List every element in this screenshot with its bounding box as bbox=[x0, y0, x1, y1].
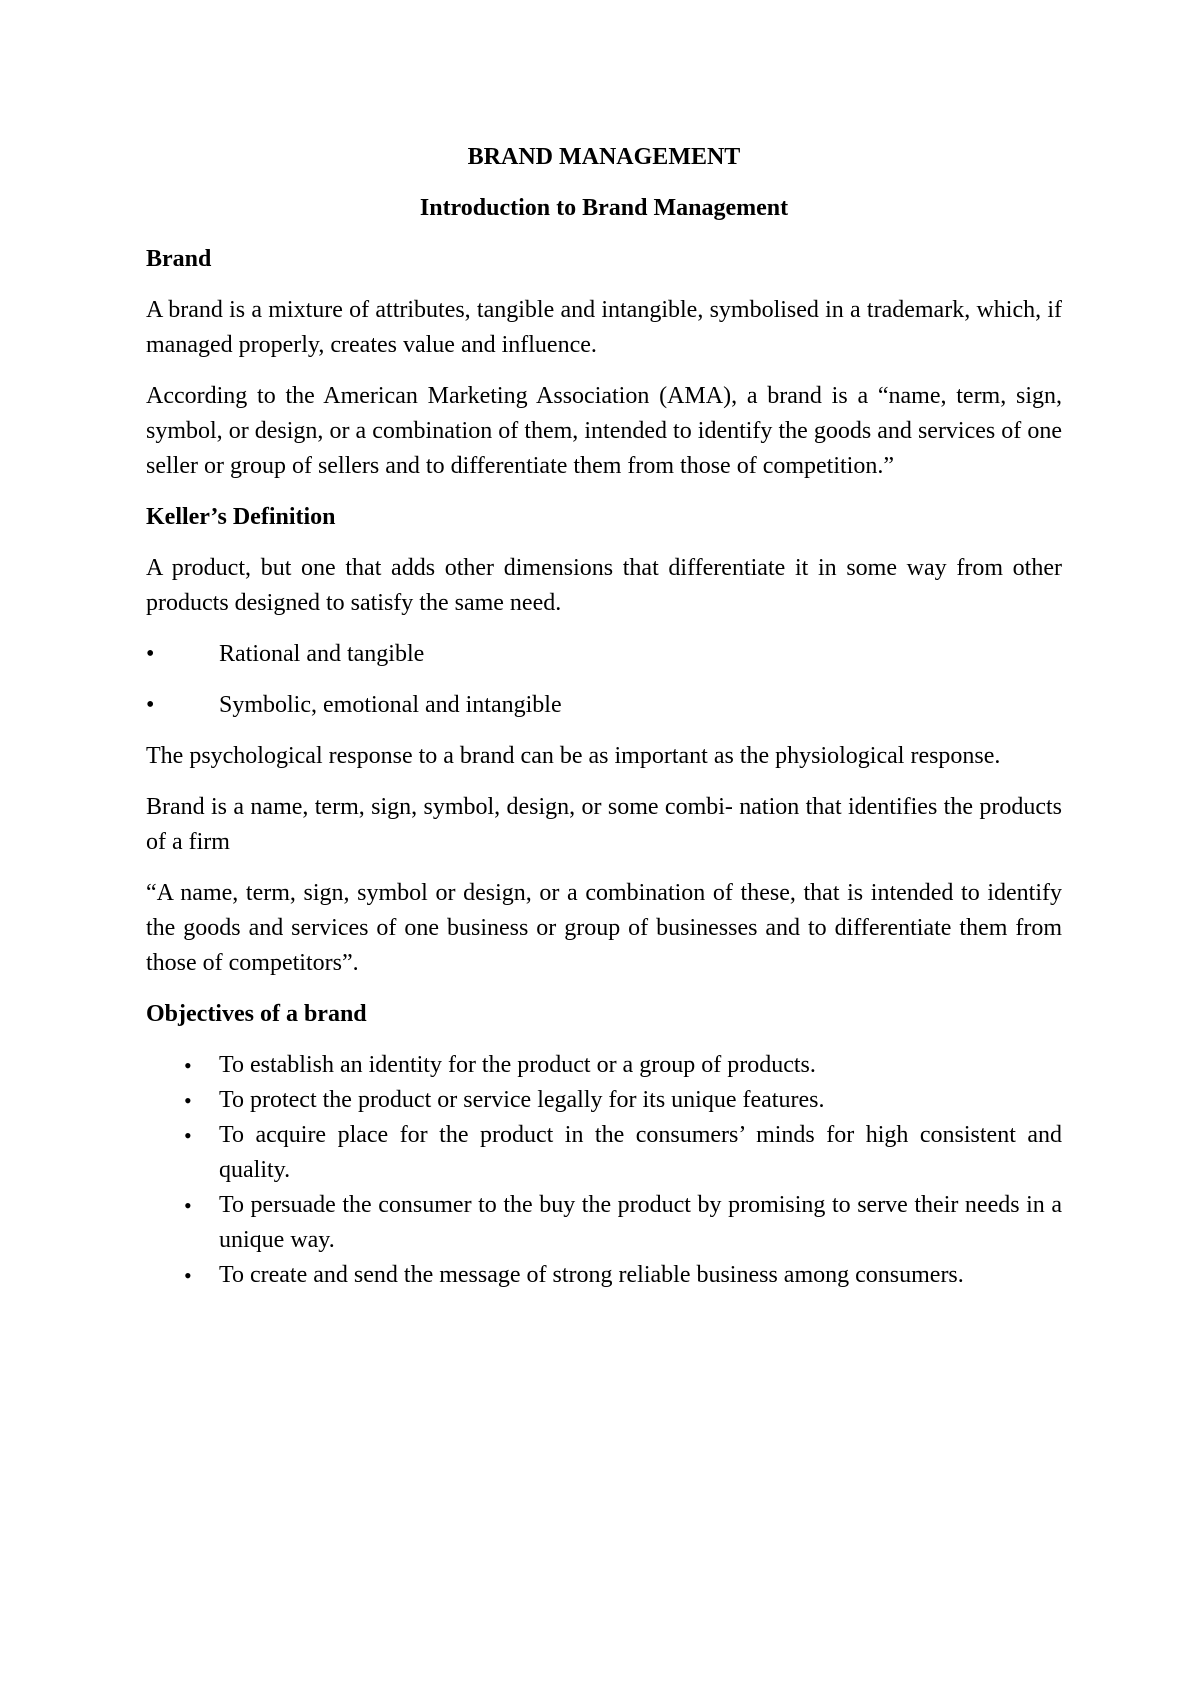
list-item bbox=[146, 1048, 1062, 1083]
bullet-icon: • bbox=[184, 1263, 192, 1288]
list-item-text: To establish an identity for the product or a group of products. bbox=[219, 1052, 816, 1078]
document-title: BRAND MANAGEMENT bbox=[467, 144, 741, 170]
list-item bbox=[146, 637, 1062, 672]
objectives-bullet-list bbox=[146, 1048, 1062, 1293]
bullet-icon: • bbox=[146, 641, 155, 667]
keller-paragraph-2: The psychological response to a brand can be as important as the physiological response. bbox=[146, 743, 1001, 769]
keller-paragraph-1: A product, but one that adds other dimensions that differentiate it in some way from other products designed to satisfy the same need. bbox=[146, 555, 1062, 616]
bullet-icon: • bbox=[184, 1088, 192, 1113]
bullet-icon: • bbox=[184, 1193, 192, 1218]
keller-paragraph-3: Brand is a name, term, sign, symbol, design, or some combi- nation that identifies the products of a firm bbox=[146, 794, 1062, 855]
list-item-text: Symbolic, emotional and intangible bbox=[219, 692, 562, 718]
list-item bbox=[146, 1118, 1062, 1188]
bullet-icon: • bbox=[184, 1053, 192, 1078]
list-item bbox=[146, 1083, 1062, 1118]
list-item-text: Rational and tangible bbox=[219, 641, 425, 667]
document-subtitle: Introduction to Brand Management bbox=[419, 195, 789, 221]
section-heading-brand: Brand bbox=[146, 246, 212, 272]
brand-paragraph-1: A brand is a mixture of attributes, tangible and intangible, symbolised in a trademark, which, if managed properly, creates value and influence. bbox=[146, 297, 1062, 358]
keller-paragraph-4: “A name, term, sign, symbol or design, or a combination of these, that is intended to identify the goods and services of one business or group of businesses and to differentiate them from those of competitors”. bbox=[146, 880, 1062, 976]
list-item-text: To persuade the consumer to the buy the product by promising to serve their needs in a unique way. bbox=[219, 1192, 1062, 1253]
bullet-icon: • bbox=[184, 1123, 192, 1148]
list-item bbox=[146, 688, 1062, 723]
section-heading-objectives: Objectives of a brand bbox=[146, 1001, 367, 1027]
list-item-text: To protect the product or service legally for its unique features. bbox=[219, 1087, 825, 1113]
list-item bbox=[146, 1258, 1062, 1293]
section-heading-keller: Keller’s Definition bbox=[146, 504, 336, 530]
list-item-text: To acquire place for the product in the consumers’ minds for high consistent and quality. bbox=[219, 1122, 1062, 1183]
brand-paragraph-2: According to the American Marketing Association (AMA), a brand is a “name, term, sign, symbol, or design, or a combination of them, intended to identify the goods and services of one seller or group of sellers and to differentiate them from those of competition.” bbox=[146, 383, 1062, 479]
list-item-text: To create and send the message of strong reliable business among consumers. bbox=[219, 1262, 964, 1288]
list-item bbox=[146, 1188, 1062, 1258]
bullet-icon: • bbox=[146, 692, 155, 718]
document-page bbox=[146, 140, 1062, 1293]
keller-bullet-list bbox=[146, 637, 1062, 723]
